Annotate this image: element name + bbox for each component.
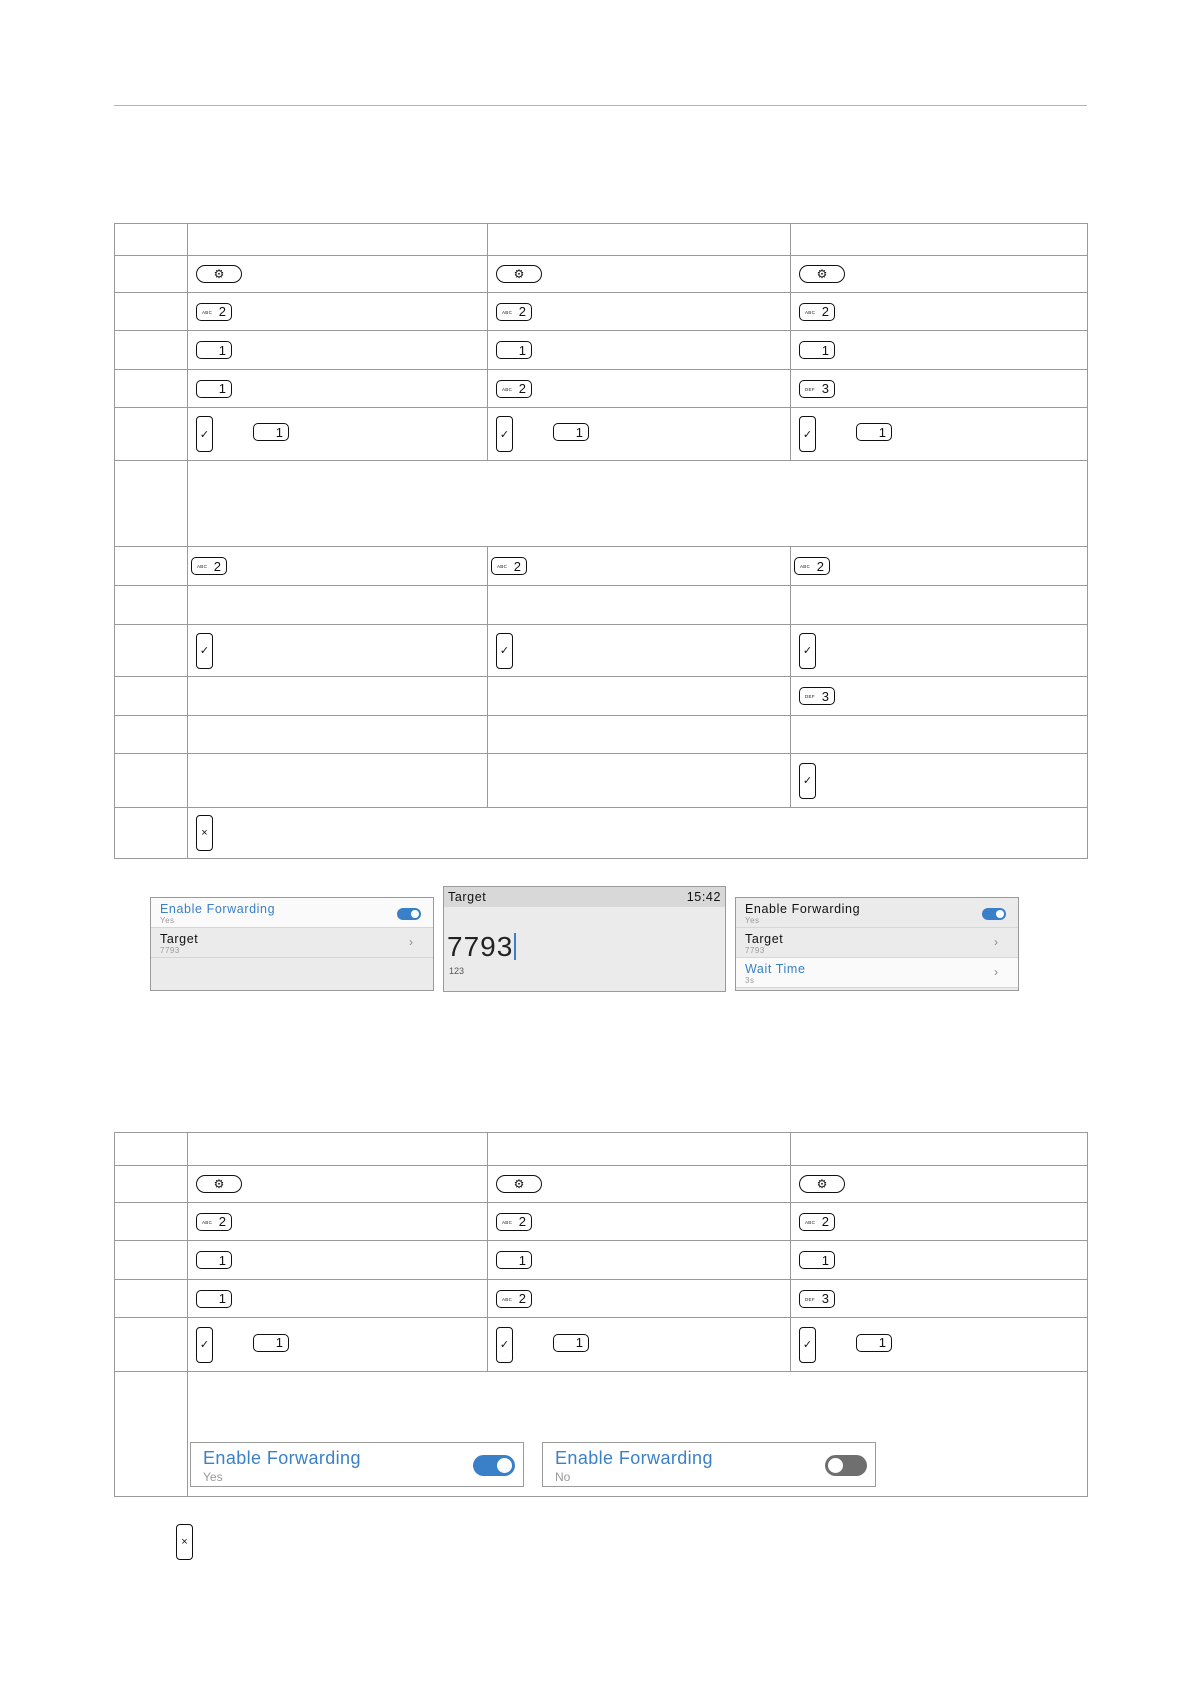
- list-item: [151, 928, 433, 958]
- row-value: Yes: [745, 916, 760, 925]
- key-2-icon: ABC 2: [496, 1290, 532, 1308]
- key-2-icon: ABC 2: [496, 303, 532, 321]
- editor-title: Target: [448, 890, 487, 904]
- ok-key-icon: ✓: [496, 633, 513, 669]
- table-row: [115, 586, 1088, 625]
- ok-key-icon: ✓: [196, 416, 213, 452]
- key-2-icon: ABC 2: [191, 557, 227, 575]
- toggle-row-off: [542, 1442, 876, 1487]
- key-1-icon: 1: [496, 1251, 532, 1269]
- key-1-icon: 1: [799, 1251, 835, 1269]
- editor-input: 7793: [447, 931, 516, 963]
- key-1-icon: 1: [253, 423, 289, 441]
- header-rule: [114, 105, 1087, 106]
- settings-key-icon: ⚙: [799, 1175, 845, 1193]
- key-2-icon: ABC 2: [196, 303, 232, 321]
- row-value: 3s: [745, 976, 755, 985]
- screen-forwarding: [150, 897, 434, 991]
- input-mode: 123: [449, 966, 465, 976]
- table-row: [115, 754, 1088, 808]
- procedure-table-1: [114, 223, 1088, 859]
- ok-key-icon: ✓: [496, 416, 513, 452]
- ok-key-icon: ✓: [496, 1327, 513, 1363]
- ok-key-icon: ✓: [799, 416, 816, 452]
- toggle-off-icon: [825, 1455, 867, 1476]
- row-value: Yes: [203, 1470, 223, 1484]
- ok-key-icon: ✓: [799, 763, 816, 799]
- table-row: [115, 370, 1088, 408]
- cancel-key-icon: ×: [176, 1524, 193, 1560]
- table-row: [115, 808, 1088, 859]
- screen-forwarding-wait: [735, 897, 1019, 991]
- key-1-icon: 1: [856, 1334, 892, 1352]
- table-row: [115, 1241, 1088, 1280]
- table-row: [115, 408, 1088, 461]
- key-1-icon: 1: [496, 341, 532, 359]
- key-2-icon: ABC 2: [496, 380, 532, 398]
- key-1-icon: 1: [553, 1334, 589, 1352]
- ok-key-icon: ✓: [196, 633, 213, 669]
- row-value: 7793: [745, 946, 765, 955]
- row-title: Enable Forwarding: [555, 1448, 713, 1468]
- text-caret: [514, 933, 516, 960]
- table-row: [115, 547, 1088, 586]
- table-row: [115, 331, 1088, 370]
- key-1-icon: 1: [553, 423, 589, 441]
- toggle-icon: [982, 908, 1006, 920]
- table-row: [115, 1280, 1088, 1318]
- chevron-right-icon: ›: [994, 935, 998, 949]
- key-3-icon: DEF 3: [799, 687, 835, 705]
- row-title: Target: [745, 932, 784, 946]
- settings-key-icon: ⚙: [196, 1175, 242, 1193]
- table-row: [115, 461, 1088, 547]
- ok-key-icon: ✓: [196, 1327, 213, 1363]
- ok-key-icon: ✓: [799, 633, 816, 669]
- cancel-key-icon: ×: [196, 815, 213, 851]
- toggle-row-on: [190, 1442, 524, 1487]
- key-2-icon: ABC 2: [496, 1213, 532, 1231]
- key-1-icon: 1: [799, 341, 835, 359]
- toggle-icon: [397, 908, 421, 920]
- row-value: Yes: [160, 916, 175, 925]
- settings-key-icon: ⚙: [196, 265, 242, 283]
- row-title: Wait Time: [745, 962, 806, 976]
- list-item: [151, 898, 433, 928]
- key-1-icon: 1: [856, 423, 892, 441]
- screen-target-editor: [443, 886, 726, 992]
- key-2-icon: ABC 2: [799, 303, 835, 321]
- table-row: [115, 1203, 1088, 1241]
- table-row: [115, 716, 1088, 754]
- editor-header: [444, 887, 725, 907]
- list-item: [736, 928, 1018, 958]
- settings-key-icon: ⚙: [799, 265, 845, 283]
- ok-key-icon: ✓: [799, 1327, 816, 1363]
- list-item: [736, 898, 1018, 928]
- key-2-icon: ABC 2: [799, 1213, 835, 1231]
- key-3-icon: DEF 3: [799, 1290, 835, 1308]
- table-row: [115, 1166, 1088, 1203]
- row-title: Enable Forwarding: [160, 902, 276, 916]
- settings-key-icon: ⚙: [496, 1175, 542, 1193]
- key-2-icon: ABC 2: [491, 557, 527, 575]
- key-1-icon: 1: [253, 1334, 289, 1352]
- list-item: [736, 958, 1018, 988]
- key-1-icon: 1: [196, 341, 232, 359]
- key-2-icon: ABC 2: [196, 1213, 232, 1231]
- settings-key-icon: ⚙: [496, 265, 542, 283]
- key-1-icon: 1: [196, 380, 232, 398]
- table-row: [115, 625, 1088, 677]
- row-title: Target: [160, 932, 199, 946]
- table-row: [115, 256, 1088, 293]
- row-value: 7793: [160, 946, 180, 955]
- clock: 15:42: [686, 890, 721, 904]
- key-2-icon: ABC 2: [794, 557, 830, 575]
- key-3-icon: DEF 3: [799, 380, 835, 398]
- chevron-right-icon: ›: [409, 935, 413, 949]
- table-row: [115, 293, 1088, 331]
- row-title: Enable Forwarding: [203, 1448, 361, 1468]
- table-row: [115, 1318, 1088, 1372]
- chevron-right-icon: ›: [994, 965, 998, 979]
- key-1-icon: 1: [196, 1251, 232, 1269]
- row-title: Enable Forwarding: [745, 902, 861, 916]
- key-1-icon: 1: [196, 1290, 232, 1308]
- toggle-on-icon: [473, 1455, 515, 1476]
- row-value: No: [555, 1470, 571, 1484]
- table-row: [115, 677, 1088, 716]
